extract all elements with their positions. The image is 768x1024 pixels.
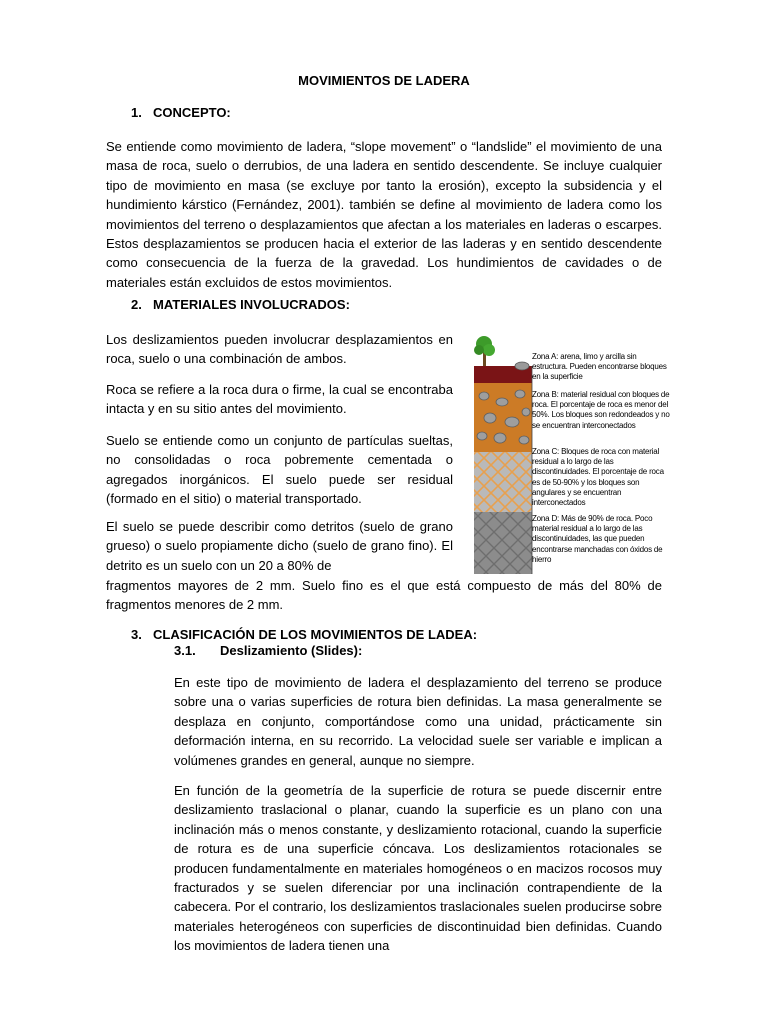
zone-a-label: Zona A: arena, limo y arcilla sin estructura. Pueden encontrarse bloques en la superficie bbox=[532, 352, 667, 382]
zone-c-label: Zona C: Bloques de roca con material residual a lo largo de las discontinuidades. El porcentaje de roca es de 50-90% y los bloques son angulares y se encuentran interconectados bbox=[532, 447, 664, 508]
section-3-1-title: Deslizamiento (Slides): bbox=[220, 643, 363, 658]
section-3-1-heading bbox=[174, 643, 362, 658]
section-1-number: 1. bbox=[131, 105, 142, 120]
deslizamiento-paragraph-1: En este tipo de movimiento de ladera el desplazamiento del terreno se produce sobre una o varias superficies de rotura bien definidas. La masa generalmente se desplaza en conjunto, comportándose como una unidad, prácticamente sin deformación interna, en su recorrido. La velocidad suele ser variable e implican a volúmenes grandes en general, aunque no siempre. bbox=[174, 675, 662, 768]
zone-d-label: Zona D: Más de 90% de roca. Poco material residual a lo largo de las discontinuidades, las que pueden encontrarse manchadas con óxidos de hierro bbox=[532, 514, 663, 564]
zone-legend bbox=[532, 352, 670, 565]
section-3-title: CLASIFICACIÓN DE LOS MOVIMIENTOS DE LADEA: bbox=[153, 627, 478, 642]
section-2-title: MATERIALES INVOLUCRADOS: bbox=[153, 297, 350, 312]
zone-b-label: Zona B: material residual con bloques de roca. El porcentaje de roca es menor del 50%. Los bloques son redondeados y no se encuentran interconectados bbox=[532, 390, 670, 430]
section-1-heading bbox=[131, 105, 231, 120]
weathering-profile-figure bbox=[470, 332, 670, 578]
section-2-heading bbox=[131, 297, 350, 312]
document-title: MOVIMIENTOS DE LADERA bbox=[298, 73, 470, 88]
materiales-paragraph-4a: El suelo se puede describir como detritos (suelo de grano grueso) o suelo propiamente dicho (suelo de grano fino). El detrito es un suelo con un 20 a 80% de bbox=[106, 519, 453, 573]
section-3-1-number: 3.1. bbox=[174, 643, 196, 658]
materiales-paragraph-1: Los deslizamientos pueden involucrar desplazamientos en roca, suelo o una combinación de ambos. bbox=[106, 332, 453, 367]
concepto-paragraph: Se entiende como movimiento de ladera, “slope movement” o “landslide” el movimiento de una masa de roca, suelo o derrubios, de una ladera en sentido descendente. Se incluye cualquier tipo de movimiento en masa (se excluye por tanto la erosión), excepto la subsidencia y el hundimiento kárstico (Fernández, 2001). también se define al movimiento de ladera como los movimientos del terreno o desplazamientos que afectan a los materiales en laderas o escarpes. Estos desplazamientos se producen hacia el exterior de las laderas y en sentido descendente como consecuencia de la fuerza de la gravedad. Los hundimientos de cavidades o de materiales están excluidos de estos movimientos. bbox=[106, 139, 662, 290]
materiales-paragraph-2: Roca se refiere a la roca dura o firme, la cual se encontraba intacta y en su sitio antes del movimiento. bbox=[106, 382, 453, 417]
section-2-number: 2. bbox=[131, 297, 142, 312]
section-3-number: 3. bbox=[131, 627, 142, 642]
materiales-paragraph-4b: fragmentos mayores de 2 mm. Suelo fino es el que está compuesto de más del 80% de fragmentos menores de 2 mm. bbox=[106, 578, 662, 613]
tree-icon bbox=[474, 336, 495, 366]
section-3-heading bbox=[131, 627, 477, 642]
deslizamiento-paragraph-2: En función de la geometría de la superficie de rotura se puede discernir entre deslizamiento traslacional o planar, cuando la superficie es un plano con una inclinación más o menos constante, y deslizamiento rotacional, cuando la superficie de rotura es de una superficie cóncava. Los deslizamientos rotacionales se producen fundamentalmente en materiales homogéneos o en macizos rocosos muy fracturados y se suelen diferenciar por una inclinación contrapendiente de la cabecera. Por el contrario, los deslizamientos traslacionales suelen producirse sobre materiales heterogéneos con superficies de discontinuidad bien definidas. Cuando los movimientos de ladera tienen una bbox=[174, 783, 662, 954]
materiales-paragraph-3: Suelo se entiende como un conjunto de partículas sueltas, no consolidadas o roca pobremente cementada o agregados inorgánicos. El suelo puede ser residual (formado en el sitio) o material transportado. bbox=[106, 433, 453, 507]
section-1-title: CONCEPTO: bbox=[153, 105, 231, 120]
